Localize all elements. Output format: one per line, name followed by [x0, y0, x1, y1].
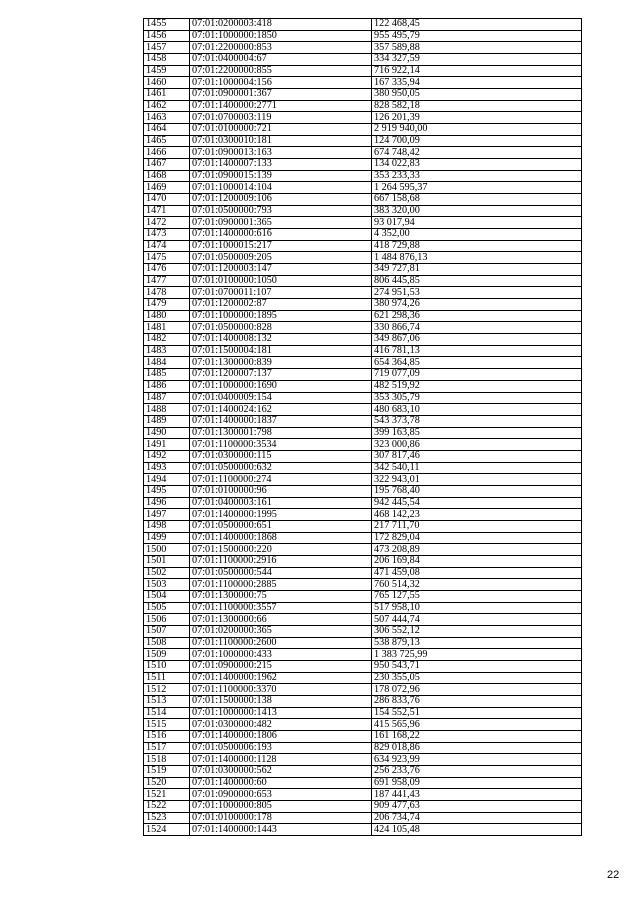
cadastral-number-cell: 07:01:1000000:1413: [190, 707, 372, 719]
cadastral-number-cell: 07:01:0900000:653: [190, 789, 372, 801]
cadastral-number-cell: 07:01:1400000:1806: [190, 730, 372, 742]
row-number-cell: 1455: [144, 19, 190, 31]
value-cell: 942 445,54: [372, 497, 582, 509]
table-row: [144, 275, 582, 287]
cadastral-number-cell: 07:01:0900000:215: [190, 660, 372, 672]
table-row: [144, 100, 582, 112]
value-cell: 195 768,40: [372, 485, 582, 497]
table-row: [144, 170, 582, 182]
value-cell: 909 477,63: [372, 801, 582, 813]
table-row: [144, 287, 582, 299]
cadastral-number-cell: 07:01:0900013:163: [190, 147, 372, 159]
value-cell: 416 781,13: [372, 345, 582, 357]
table-row: [144, 742, 582, 754]
value-cell: 122 468,45: [372, 19, 582, 31]
table-row: [144, 520, 582, 532]
cadastral-number-cell: 07:01:1000014:104: [190, 182, 372, 194]
row-number-cell: 1490: [144, 427, 190, 439]
row-number-cell: 1501: [144, 555, 190, 567]
cadastral-number-cell: 07:01:1000015:217: [190, 240, 372, 252]
cadastral-number-cell: 07:01:0100000:178: [190, 812, 372, 824]
row-number-cell: 1462: [144, 100, 190, 112]
table-row: [144, 392, 582, 404]
cadastral-number-cell: 07:01:1300000:66: [190, 614, 372, 626]
table-row: [144, 567, 582, 579]
table-row: [144, 602, 582, 614]
cadastral-number-cell: 07:01:1100000:2600: [190, 637, 372, 649]
cadastral-number-cell: 07:01:0500009:205: [190, 252, 372, 264]
table-row: [144, 532, 582, 544]
value-cell: 1 484 876,13: [372, 252, 582, 264]
value-cell: 353 233,33: [372, 170, 582, 182]
table-row: [144, 77, 582, 89]
cadastral-number-cell: 07:01:1100000:3370: [190, 684, 372, 696]
cadastral-number-cell: 07:01:0300010:181: [190, 135, 372, 147]
table-row: [144, 194, 582, 206]
table-row: [144, 264, 582, 276]
row-number-cell: 1493: [144, 462, 190, 474]
value-cell: 172 829,04: [372, 532, 582, 544]
row-number-cell: 1504: [144, 590, 190, 602]
cadastral-number-cell: 07:01:1400000:1962: [190, 672, 372, 684]
row-number-cell: 1517: [144, 742, 190, 754]
row-number-cell: 1479: [144, 299, 190, 311]
value-cell: 674 748,42: [372, 147, 582, 159]
cadastral-number-cell: 07:01:0500000:544: [190, 567, 372, 579]
row-number-cell: 1509: [144, 649, 190, 661]
cadastral-number-cell: 07:01:1000000:1690: [190, 380, 372, 392]
row-number-cell: 1512: [144, 684, 190, 696]
table-row: [144, 299, 582, 311]
table-row: [144, 229, 582, 241]
cadastral-number-cell: 07:01:0400003:161: [190, 497, 372, 509]
cadastral-number-cell: 07:01:1100000:274: [190, 474, 372, 486]
row-number-cell: 1457: [144, 42, 190, 54]
value-cell: 468 142,23: [372, 509, 582, 521]
cadastral-number-cell: 07:01:0400004:67: [190, 54, 372, 66]
cadastral-number-cell: 07:01:0300000:482: [190, 719, 372, 731]
value-cell: 955 495,79: [372, 30, 582, 42]
value-cell: 349 727,81: [372, 264, 582, 276]
table-row: [144, 240, 582, 252]
value-cell: 124 700,09: [372, 135, 582, 147]
value-cell: 950 543,71: [372, 660, 582, 672]
cadastral-number-cell: 07:01:1400000:1995: [190, 509, 372, 521]
row-number-cell: 1464: [144, 124, 190, 136]
row-number-cell: 1514: [144, 707, 190, 719]
table-row: [144, 614, 582, 626]
value-cell: 342 540,11: [372, 462, 582, 474]
table-row: [144, 124, 582, 136]
value-cell: 349 867,06: [372, 334, 582, 346]
table-row: [144, 205, 582, 217]
row-number-cell: 1489: [144, 415, 190, 427]
row-number-cell: 1523: [144, 812, 190, 824]
cadastral-number-cell: 07:01:1100000:2885: [190, 579, 372, 591]
value-cell: 256 233,76: [372, 766, 582, 778]
row-number-cell: 1491: [144, 439, 190, 451]
table-row: [144, 730, 582, 742]
row-number-cell: 1510: [144, 660, 190, 672]
table-row: [144, 485, 582, 497]
table-row: [144, 766, 582, 778]
cadastral-number-cell: 07:01:0100000:1050: [190, 275, 372, 287]
cadastral-number-cell: 07:01:0200000:365: [190, 625, 372, 637]
value-cell: 334 327,59: [372, 54, 582, 66]
row-number-cell: 1505: [144, 602, 190, 614]
value-cell: 716 922,14: [372, 65, 582, 77]
cadastral-number-cell: 07:01:2200000:853: [190, 42, 372, 54]
cadastral-number-cell: 07:01:1000000:433: [190, 649, 372, 661]
value-cell: 126 201,39: [372, 112, 582, 124]
value-cell: 621 298,36: [372, 310, 582, 322]
row-number-cell: 1475: [144, 252, 190, 264]
value-cell: 517 958,10: [372, 602, 582, 614]
cadastral-number-cell: 07:01:0500000:828: [190, 322, 372, 334]
row-number-cell: 1458: [144, 54, 190, 66]
table-row: [144, 252, 582, 264]
table-row: [144, 684, 582, 696]
cadastral-number-cell: 07:01:1300000:839: [190, 357, 372, 369]
value-cell: 154 552,51: [372, 707, 582, 719]
value-cell: 828 582,18: [372, 100, 582, 112]
table-row: [144, 474, 582, 486]
table-row: [144, 345, 582, 357]
cadastral-number-cell: 07:01:1500000:220: [190, 544, 372, 556]
table-row: [144, 135, 582, 147]
cadastral-number-cell: 07:01:1000000:1850: [190, 30, 372, 42]
value-cell: 1 264 595,37: [372, 182, 582, 194]
row-number-cell: 1456: [144, 30, 190, 42]
table-row: [144, 660, 582, 672]
row-number-cell: 1467: [144, 159, 190, 171]
row-number-cell: 1484: [144, 357, 190, 369]
table-row: [144, 54, 582, 66]
row-number-cell: 1469: [144, 182, 190, 194]
value-cell: 187 441,43: [372, 789, 582, 801]
row-number-cell: 1485: [144, 369, 190, 381]
cadastral-number-cell: 07:01:0900015:139: [190, 170, 372, 182]
cadastral-number-cell: 07:01:1400000:1868: [190, 532, 372, 544]
cadastral-number-cell: 07:01:1200007:137: [190, 369, 372, 381]
cadastral-value-table: [143, 18, 582, 836]
value-cell: 480 683,10: [372, 404, 582, 416]
cadastral-number-cell: 07:01:1400000:616: [190, 229, 372, 241]
value-cell: 634 923,99: [372, 754, 582, 766]
table-row: [144, 147, 582, 159]
row-number-cell: 1471: [144, 205, 190, 217]
table-row: [144, 754, 582, 766]
value-cell: 380 974,26: [372, 299, 582, 311]
table-row: [144, 777, 582, 789]
cadastral-number-cell: 07:01:0500000:793: [190, 205, 372, 217]
table-row: [144, 380, 582, 392]
cadastral-number-cell: 07:01:1000004:156: [190, 77, 372, 89]
table-row: [144, 89, 582, 101]
value-cell: 760 514,32: [372, 579, 582, 591]
value-cell: 4 352,00: [372, 229, 582, 241]
row-number-cell: 1524: [144, 824, 190, 836]
row-number-cell: 1465: [144, 135, 190, 147]
row-number-cell: 1470: [144, 194, 190, 206]
row-number-cell: 1497: [144, 509, 190, 521]
table-row: [144, 649, 582, 661]
value-cell: 2 919 940,00: [372, 124, 582, 136]
value-cell: 538 879,13: [372, 637, 582, 649]
cadastral-number-cell: 07:01:0400009:154: [190, 392, 372, 404]
value-cell: 418 729,88: [372, 240, 582, 252]
value-cell: 1 383 725,99: [372, 649, 582, 661]
table-row: [144, 404, 582, 416]
cadastral-number-cell: 07:01:1400000:60: [190, 777, 372, 789]
row-number-cell: 1516: [144, 730, 190, 742]
table-row: [144, 439, 582, 451]
table-row: [144, 672, 582, 684]
cadastral-number-cell: 07:01:1100000:3534: [190, 439, 372, 451]
value-cell: 383 320,00: [372, 205, 582, 217]
value-cell: 353 305,79: [372, 392, 582, 404]
value-cell: 507 444,74: [372, 614, 582, 626]
cadastral-number-cell: 07:01:1100000:2916: [190, 555, 372, 567]
cadastral-number-cell: 07:01:1200002:87: [190, 299, 372, 311]
value-cell: 286 833,76: [372, 695, 582, 707]
cadastral-number-cell: 07:01:1400008:132: [190, 334, 372, 346]
table-row: [144, 707, 582, 719]
cadastral-number-cell: 07:01:0900001:365: [190, 217, 372, 229]
table-row: [144, 590, 582, 602]
cadastral-number-cell: 07:01:0900001:367: [190, 89, 372, 101]
row-number-cell: 1513: [144, 695, 190, 707]
row-number-cell: 1482: [144, 334, 190, 346]
cadastral-number-cell: 07:01:0200003:418: [190, 19, 372, 31]
table-row: [144, 182, 582, 194]
row-number-cell: 1477: [144, 275, 190, 287]
value-cell: 654 364,85: [372, 357, 582, 369]
row-number-cell: 1503: [144, 579, 190, 591]
cadastral-number-cell: 07:01:1000000:805: [190, 801, 372, 813]
table-body: [144, 19, 582, 836]
cadastral-number-cell: 07:01:0300000:562: [190, 766, 372, 778]
value-cell: 399 163,85: [372, 427, 582, 439]
row-number-cell: 1511: [144, 672, 190, 684]
table-row: [144, 555, 582, 567]
row-number-cell: 1472: [144, 217, 190, 229]
page-number: 22: [607, 869, 620, 881]
row-number-cell: 1500: [144, 544, 190, 556]
table-row: [144, 801, 582, 813]
value-cell: 543 373,78: [372, 415, 582, 427]
row-number-cell: 1468: [144, 170, 190, 182]
value-cell: 306 552,12: [372, 625, 582, 637]
cadastral-number-cell: 07:01:0500006:193: [190, 742, 372, 754]
row-number-cell: 1463: [144, 112, 190, 124]
row-number-cell: 1521: [144, 789, 190, 801]
row-number-cell: 1507: [144, 625, 190, 637]
table-row: [144, 217, 582, 229]
table-row: [144, 824, 582, 836]
value-cell: 167 335,94: [372, 77, 582, 89]
cadastral-number-cell: 07:01:0500000:651: [190, 520, 372, 532]
table-row: [144, 579, 582, 591]
value-cell: 323 000,86: [372, 439, 582, 451]
row-number-cell: 1488: [144, 404, 190, 416]
table-row: [144, 637, 582, 649]
row-number-cell: 1487: [144, 392, 190, 404]
table-row: [144, 415, 582, 427]
cadastral-number-cell: 07:01:0700003:119: [190, 112, 372, 124]
cadastral-number-cell: 07:01:2200000:855: [190, 65, 372, 77]
table-row: [144, 159, 582, 171]
table-row: [144, 112, 582, 124]
row-number-cell: 1481: [144, 322, 190, 334]
row-number-cell: 1495: [144, 485, 190, 497]
table-row: [144, 42, 582, 54]
table-row: [144, 310, 582, 322]
value-cell: 473 208,89: [372, 544, 582, 556]
value-cell: 161 168,22: [372, 730, 582, 742]
value-cell: 307 817,46: [372, 450, 582, 462]
value-cell: 178 072,96: [372, 684, 582, 696]
table-row: [144, 369, 582, 381]
value-cell: 765 127,55: [372, 590, 582, 602]
row-number-cell: 1506: [144, 614, 190, 626]
cadastral-number-cell: 07:01:0300000:115: [190, 450, 372, 462]
cadastral-number-cell: 07:01:0100000:721: [190, 124, 372, 136]
cadastral-number-cell: 07:01:1400000:2771: [190, 100, 372, 112]
table-row: [144, 719, 582, 731]
table-row: [144, 357, 582, 369]
table-row: [144, 789, 582, 801]
cadastral-number-cell: 07:01:1400000:1128: [190, 754, 372, 766]
value-cell: 424 105,48: [372, 824, 582, 836]
table-row: [144, 322, 582, 334]
row-number-cell: 1494: [144, 474, 190, 486]
table-row: [144, 462, 582, 474]
table-row: [144, 19, 582, 31]
value-cell: 380 950,05: [372, 89, 582, 101]
cadastral-number-cell: 07:01:1300001:798: [190, 427, 372, 439]
table-row: [144, 334, 582, 346]
value-cell: 482 519,92: [372, 380, 582, 392]
cadastral-number-cell: 07:01:1000000:1895: [190, 310, 372, 322]
value-cell: 357 589,88: [372, 42, 582, 54]
row-number-cell: 1466: [144, 147, 190, 159]
row-number-cell: 1508: [144, 637, 190, 649]
value-cell: 134 022,83: [372, 159, 582, 171]
cadastral-number-cell: 07:01:1400000:1837: [190, 415, 372, 427]
value-cell: 719 077,09: [372, 369, 582, 381]
row-number-cell: 1498: [144, 520, 190, 532]
value-cell: 471 459,08: [372, 567, 582, 579]
table-row: [144, 497, 582, 509]
value-cell: 206 734,74: [372, 812, 582, 824]
row-number-cell: 1461: [144, 89, 190, 101]
cadastral-number-cell: 07:01:1400000:1443: [190, 824, 372, 836]
value-cell: 667 158,68: [372, 194, 582, 206]
value-cell: 217 711,70: [372, 520, 582, 532]
row-number-cell: 1486: [144, 380, 190, 392]
cadastral-number-cell: 07:01:1200003:147: [190, 264, 372, 276]
value-cell: 415 565,96: [372, 719, 582, 731]
cadastral-number-cell: 07:01:1100000:3557: [190, 602, 372, 614]
cadastral-number-cell: 07:01:0700011:107: [190, 287, 372, 299]
row-number-cell: 1460: [144, 77, 190, 89]
row-number-cell: 1476: [144, 264, 190, 276]
value-cell: 322 943,01: [372, 474, 582, 486]
cadastral-number-cell: 07:01:1200009:106: [190, 194, 372, 206]
row-number-cell: 1492: [144, 450, 190, 462]
row-number-cell: 1478: [144, 287, 190, 299]
table-row: [144, 544, 582, 556]
table-row: [144, 450, 582, 462]
value-cell: 274 951,53: [372, 287, 582, 299]
cadastral-number-cell: 07:01:1500000:138: [190, 695, 372, 707]
cadastral-number-cell: 07:01:1300000:75: [190, 590, 372, 602]
cadastral-number-cell: 07:01:1500004:181: [190, 345, 372, 357]
table-row: [144, 427, 582, 439]
row-number-cell: 1496: [144, 497, 190, 509]
cadastral-number-cell: 07:01:1400007:133: [190, 159, 372, 171]
value-cell: 691 958,09: [372, 777, 582, 789]
row-number-cell: 1480: [144, 310, 190, 322]
row-number-cell: 1483: [144, 345, 190, 357]
row-number-cell: 1499: [144, 532, 190, 544]
value-cell: 330 866,74: [372, 322, 582, 334]
table-row: [144, 695, 582, 707]
row-number-cell: 1520: [144, 777, 190, 789]
table-row: [144, 30, 582, 42]
value-cell: 206 169,84: [372, 555, 582, 567]
table-row: [144, 509, 582, 521]
cadastral-number-cell: 07:01:0500000:632: [190, 462, 372, 474]
cadastral-number-cell: 07:01:0100000:96: [190, 485, 372, 497]
row-number-cell: 1502: [144, 567, 190, 579]
row-number-cell: 1473: [144, 229, 190, 241]
value-cell: 829 018,86: [372, 742, 582, 754]
value-cell: 806 445,85: [372, 275, 582, 287]
value-cell: 230 355,05: [372, 672, 582, 684]
row-number-cell: 1519: [144, 766, 190, 778]
table-row: [144, 625, 582, 637]
row-number-cell: 1518: [144, 754, 190, 766]
row-number-cell: 1474: [144, 240, 190, 252]
table-row: [144, 812, 582, 824]
cadastral-number-cell: 07:01:1400024:162: [190, 404, 372, 416]
row-number-cell: 1522: [144, 801, 190, 813]
table-row: [144, 65, 582, 77]
row-number-cell: 1515: [144, 719, 190, 731]
value-cell: 93 017,94: [372, 217, 582, 229]
row-number-cell: 1459: [144, 65, 190, 77]
